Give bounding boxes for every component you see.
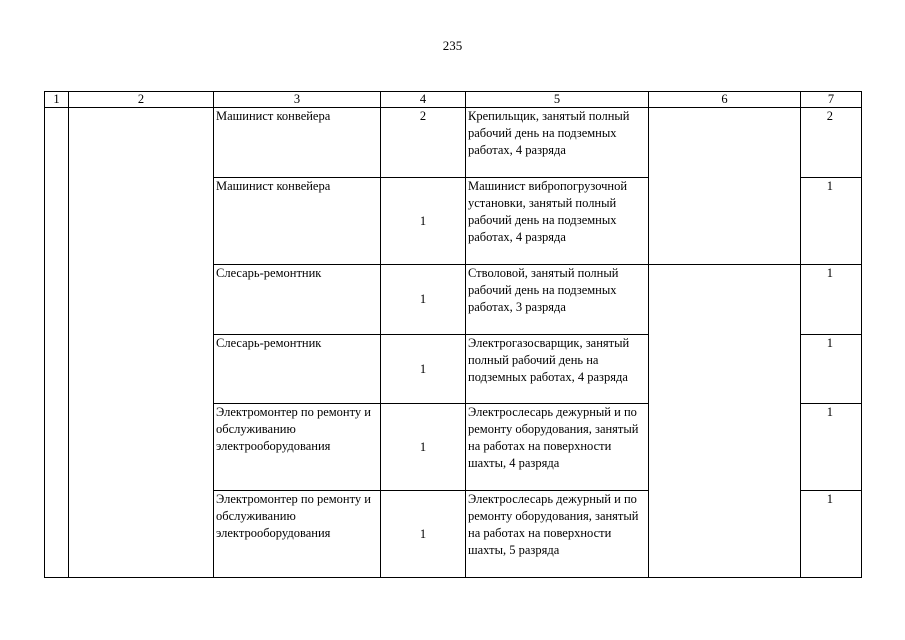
column-header: 5	[466, 92, 649, 108]
profession-cell: Электромонтер по ремонту и обслуживанию электрооборудования	[214, 491, 381, 578]
count-cell: 2	[801, 108, 862, 178]
table-header-row	[45, 92, 862, 108]
profession-cell: Электромонтер по ремонту и обслуживанию электрооборудования	[214, 404, 381, 491]
table-cell-col2	[69, 108, 214, 578]
replacement-profession-cell: Электрогазосварщик, занятый полный рабочий день на подземных работах, 4 разряда	[466, 335, 649, 404]
page-number: 235	[442, 38, 463, 53]
column-header: 1	[45, 92, 69, 108]
count-cell: 1	[801, 178, 862, 265]
quantity-cell: 1	[381, 335, 466, 404]
replacement-profession-cell: Машинист вибропогрузочной установки, занятый полный рабочий день на подземных работах, 4 разряда	[466, 178, 649, 265]
replacement-profession-cell: Электрослесарь дежурный и по ремонту оборудования, занятый на работах на поверхности шахты, 5 разряда	[466, 491, 649, 578]
profession-cell: Машинист конвейера	[214, 108, 381, 178]
column-header: 3	[214, 92, 381, 108]
quantity-cell: 1	[381, 265, 466, 335]
profession-cell: Машинист конвейера	[214, 178, 381, 265]
table-cell-col1	[45, 108, 69, 578]
replacement-profession-cell: Крепильщик, занятый полный рабочий день на подземных работах, 4 разряда	[466, 108, 649, 178]
count-cell: 1	[801, 335, 862, 404]
quantity-cell: 1	[381, 178, 466, 265]
count-cell: 1	[801, 404, 862, 491]
quantity-cell: 1	[381, 491, 466, 578]
staffing-table	[44, 91, 862, 578]
column-header: 7	[801, 92, 862, 108]
profession-cell: Слесарь-ремонтник	[214, 265, 381, 335]
profession-cell: Слесарь-ремонтник	[214, 335, 381, 404]
column-header: 4	[381, 92, 466, 108]
count-cell: 1	[801, 491, 862, 578]
column-header: 2	[69, 92, 214, 108]
column-header: 6	[649, 92, 801, 108]
quantity-cell: 1	[381, 404, 466, 491]
quantity-cell: 2	[381, 108, 466, 178]
count-cell: 1	[801, 265, 862, 335]
replacement-profession-cell: Электрослесарь дежурный и по ремонту оборудования, занятый на работах на поверхности шахты, 4 разряда	[466, 404, 649, 491]
table-row	[45, 108, 862, 178]
replacement-profession-cell: Стволовой, занятый полный рабочий день на подземных работах, 3 разряда	[466, 265, 649, 335]
table-cell-col6	[649, 265, 801, 578]
table-cell-col6	[649, 108, 801, 265]
